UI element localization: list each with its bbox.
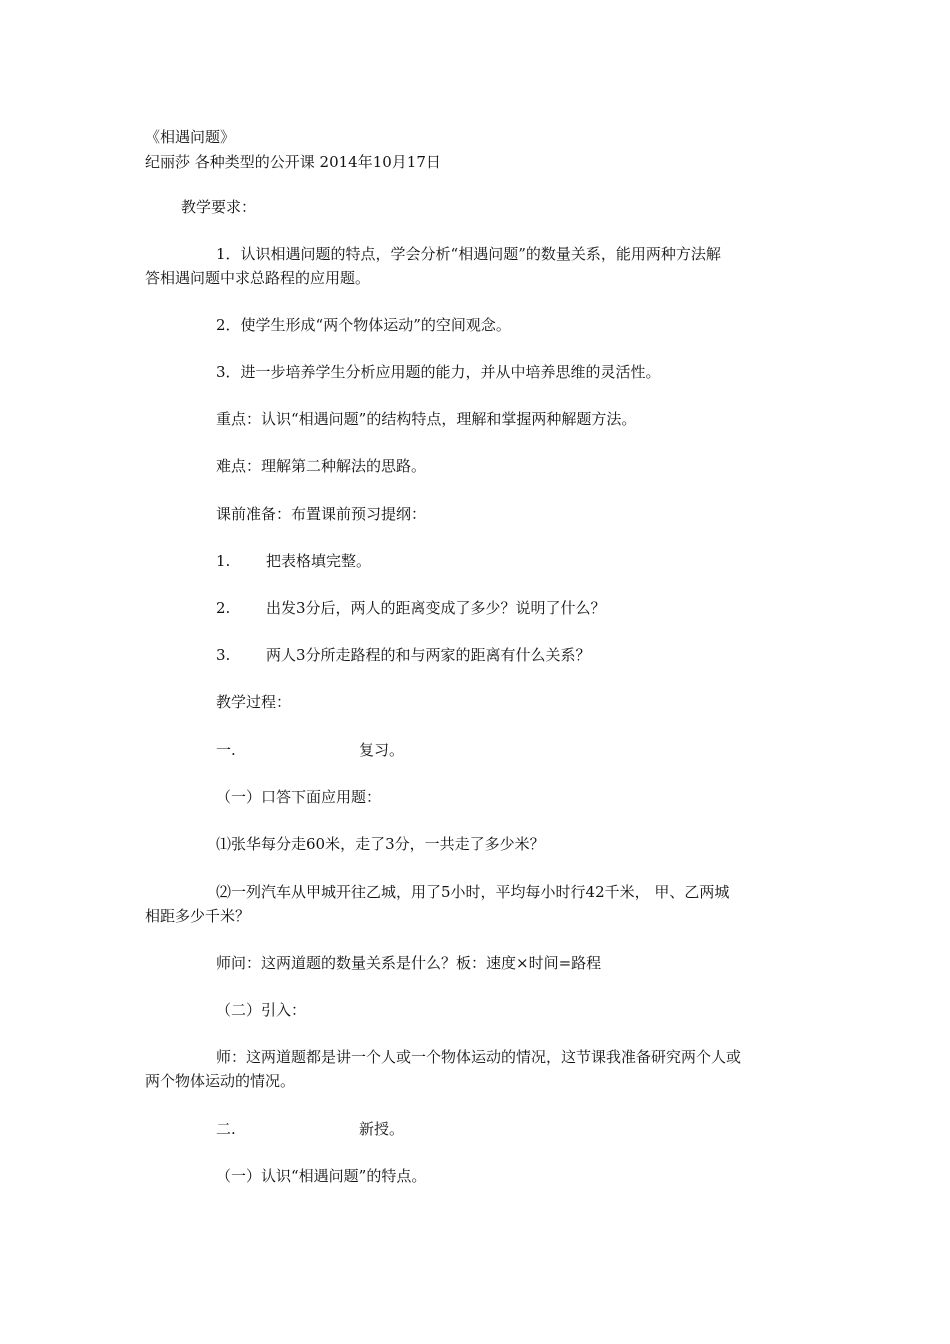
question-2-line2: 相距多少千米？ [145,907,251,925]
document-title: 《相遇问题》 [145,128,236,146]
section-title: 复习。 [359,741,405,759]
section-1-heading [216,740,404,760]
prep-item-text: 把表格填完整。 [266,552,372,570]
question-1: ⑴张华每分走60米，走了3分，一共走了多少米？ [216,835,545,853]
requirement-1-line1: 1．认识相遇问题的特点，学会分析“相遇问题”的数量关系，能用两种方法解 [216,245,721,263]
prep-item-2 [216,598,606,618]
requirement-1-line2: 答相遇问题中求总路程的应用题。 [145,269,371,287]
section-title: 新授。 [359,1120,405,1138]
prep-item-text: 出发3分后，两人的距离变成了多少？说明了什么？ [266,599,606,617]
teacher-intro-line2: 两个物体运动的情况。 [145,1072,296,1090]
requirement-3: 3．进一步培养学生分析应用题的能力，并从中培养思维的灵活性。 [216,363,661,381]
prep-item-number: 1. [216,552,231,570]
teaching-requirements-heading: 教学要求： [181,198,257,216]
prep-item-3 [216,645,591,665]
subsection-2: （二）引入： [216,1001,307,1019]
process-heading: 教学过程： [216,693,292,711]
prep-item-number: 3. [216,646,231,664]
subsection-3: （一）认识“相遇问题”的特点。 [216,1167,427,1185]
prep-item-number: 2. [216,599,231,617]
prep-item-text: 两人3分所走路程的和与两家的距离有什么关系？ [266,646,591,664]
section-number: 二. [216,1120,236,1138]
preparation: 课前准备：布置课前预习提纲： [216,505,427,523]
teacher-intro-line1: 师：这两道题都是讲一个人或一个物体运动的情况，这节课我准备研究两个人或 [216,1048,742,1066]
section-number: 一. [216,741,236,759]
question-2-line1: ⑵一列汽车从甲城开往乙城，用了5小时，平均每小时行42千米， 甲、乙两城 [216,883,730,901]
difficulty: 难点：理解第二种解法的思路。 [216,457,427,475]
section-2-heading [216,1119,404,1139]
requirement-2: 2．使学生形成“两个物体运动”的空间观念。 [216,316,511,334]
key-point: 重点：认识“相遇问题”的结构特点，理解和掌握两种解题方法。 [216,410,637,428]
document-subtitle: 纪丽莎 各种类型的公开课 2014年10月17日 [145,153,441,171]
prep-item-1 [216,551,371,571]
subsection-1: （一）口答下面应用题： [216,788,382,806]
teacher-question: 师问：这两道题的数量关系是什么？板：速度×时间=路程 [216,954,602,972]
